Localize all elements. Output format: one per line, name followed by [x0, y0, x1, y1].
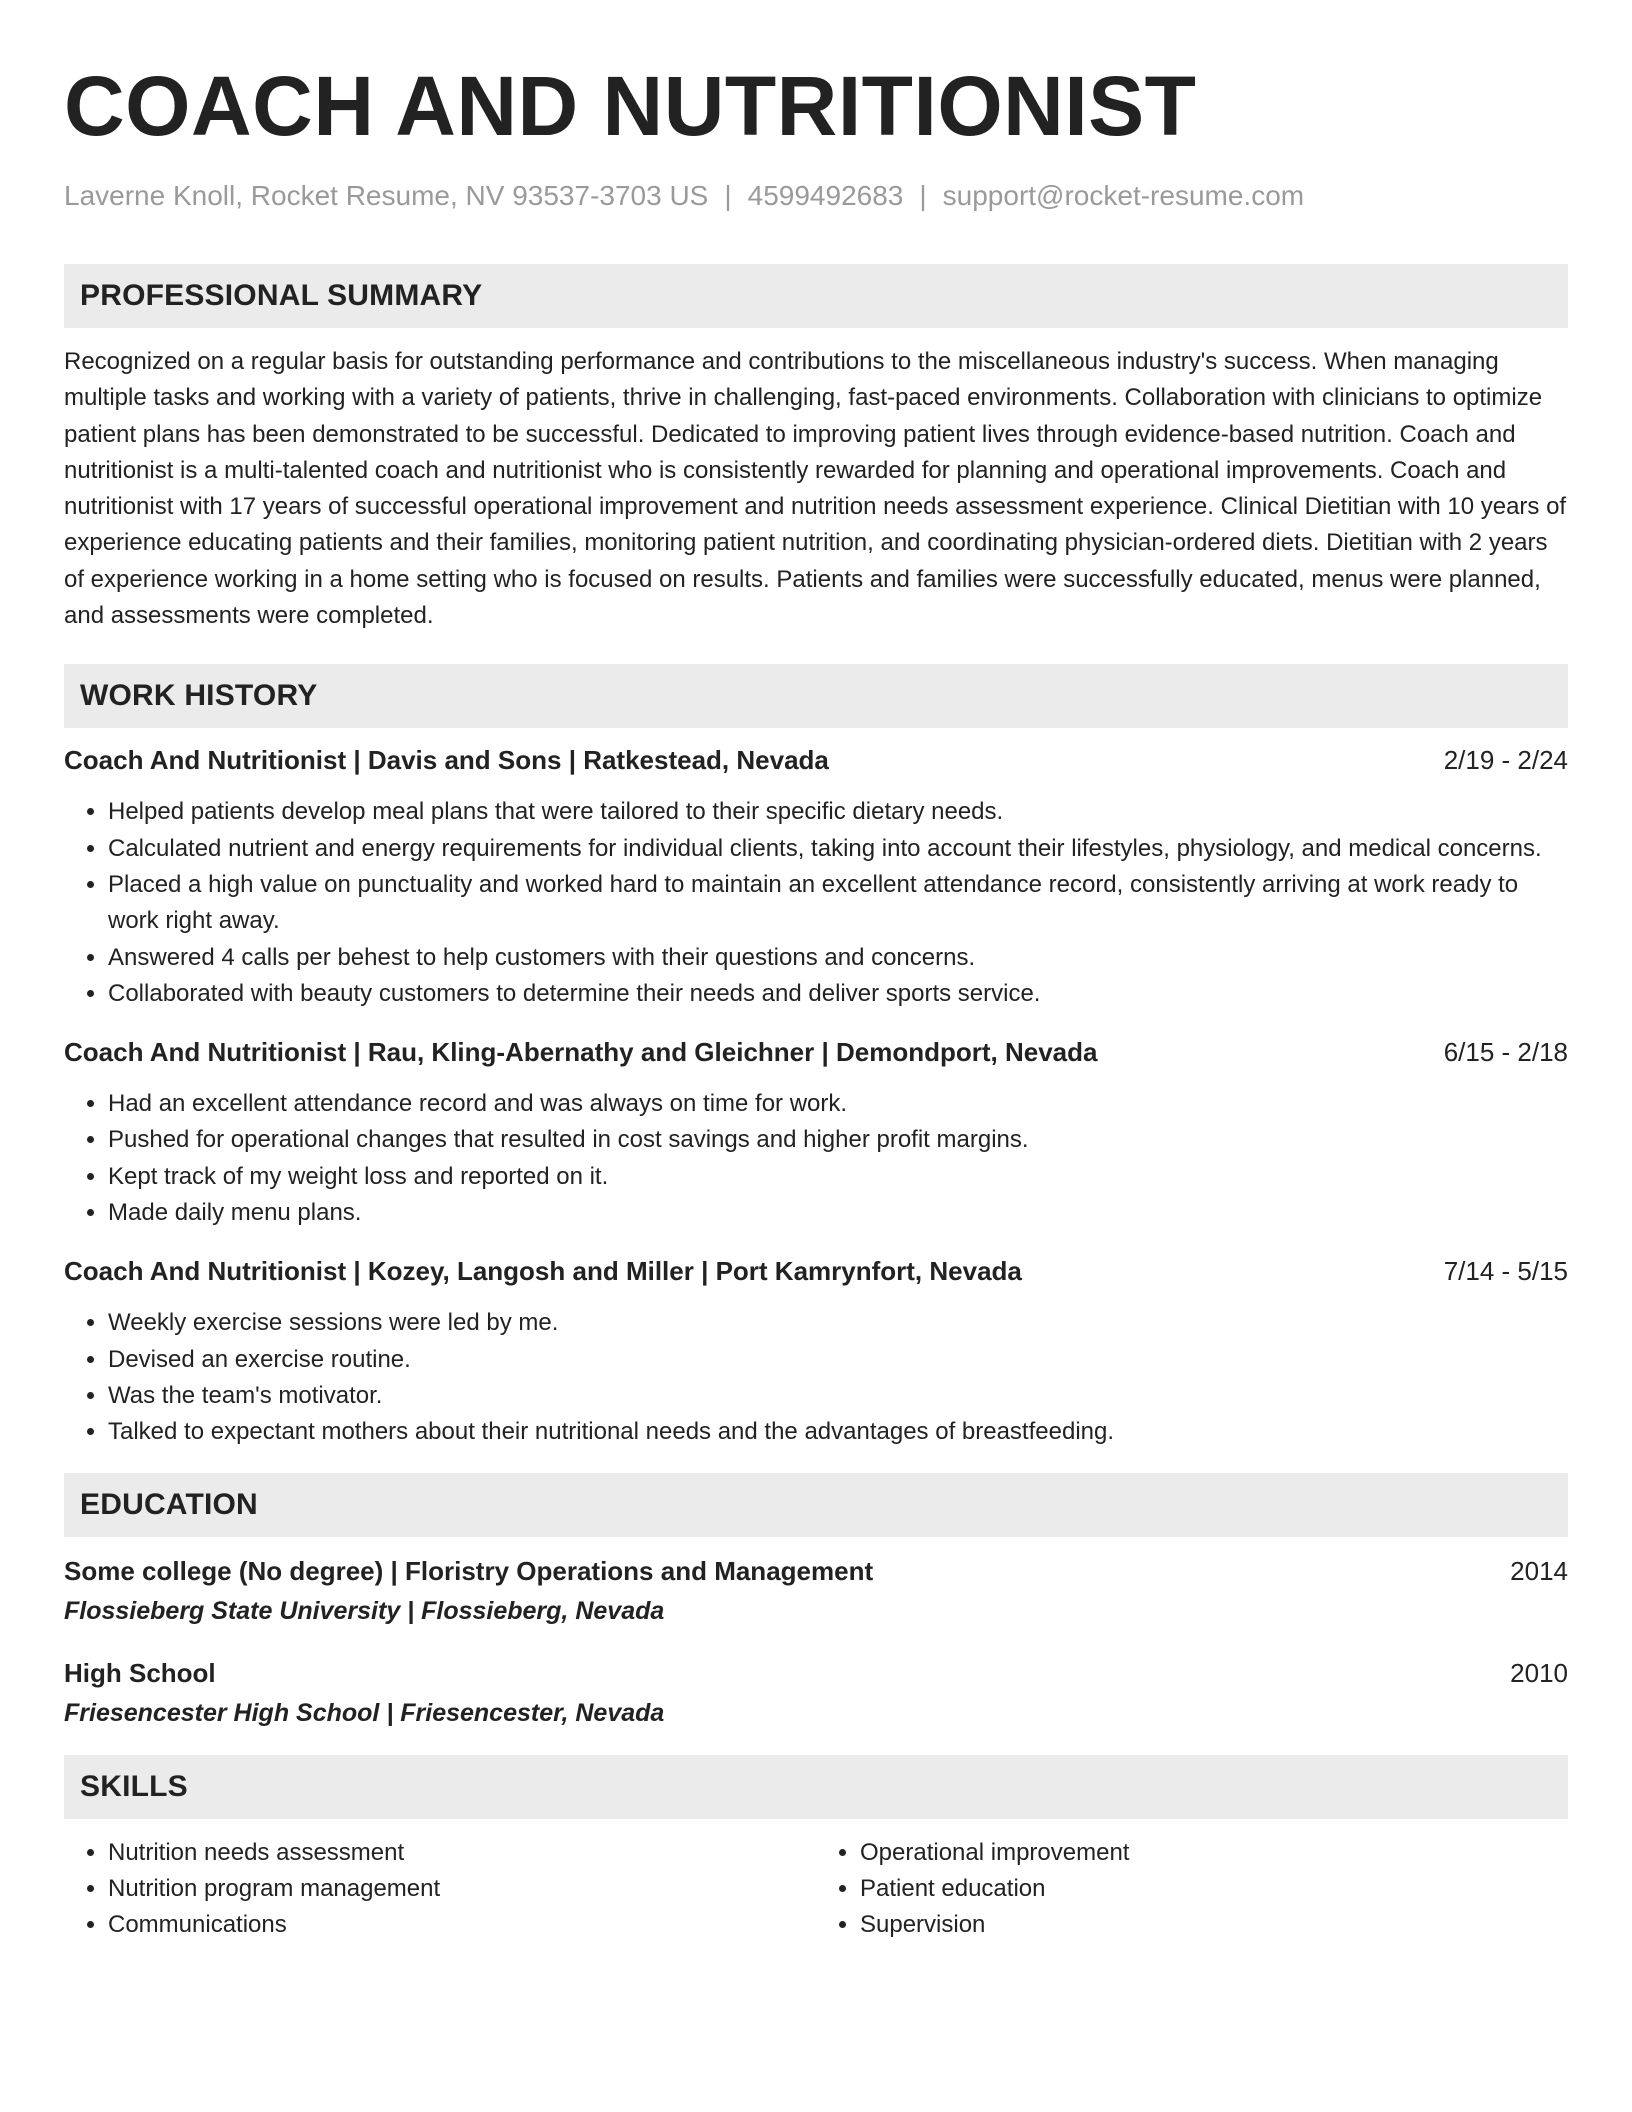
- section-header-education: EDUCATION: [64, 1473, 1568, 1537]
- education-year: 2010: [1510, 1657, 1568, 1688]
- job-bullet: • Weekly exercise sessions were led by me.: [108, 1305, 1568, 1341]
- job-bullet: • Was the team's motivator.: [108, 1378, 1568, 1414]
- job-bullets: [64, 794, 1568, 1012]
- education-degree: High School: [64, 1657, 216, 1688]
- section-header-summary: PROFESSIONAL SUMMARY: [64, 264, 1568, 328]
- contact-phone: 4599492683: [747, 180, 904, 211]
- skill-item: • Nutrition program management: [108, 1871, 816, 1907]
- job-title: Coach And Nutritionist | Davis and Sons | Ratkestead, Nevada: [64, 745, 829, 776]
- job-entry: [64, 1034, 1568, 1231]
- skill-item: • Communications: [108, 1907, 816, 1943]
- job-bullets: [64, 1086, 1568, 1231]
- contact-address: Laverne Knoll, Rocket Resume, NV 93537-3703 US: [64, 180, 709, 211]
- job-header: [64, 742, 1568, 778]
- job-dates: 2/19 - 2/24: [1443, 745, 1568, 776]
- section-header-work-history: WORK HISTORY: [64, 664, 1568, 728]
- skills-column-left: [64, 1835, 816, 1944]
- job-bullet: • Kept track of my weight loss and reported on it.: [108, 1159, 1568, 1195]
- education-header: [64, 1553, 1568, 1589]
- job-bullet: • Calculated nutrient and energy requirements for individual clients, taking into account their lifestyles, physiology, and medical concerns.: [108, 831, 1568, 867]
- contact-email: support@rocket-resume.com: [942, 180, 1305, 211]
- job-bullet: • Devised an exercise routine.: [108, 1342, 1568, 1378]
- education-school: Friesencester High School | Friesencester, Nevada: [64, 1698, 665, 1727]
- education-school: Flossieberg State University | Flossieberg, Nevada: [64, 1596, 665, 1625]
- job-bullet: • Collaborated with beauty customers to determine their needs and deliver sports service.: [108, 976, 1568, 1012]
- contact-separator: |: [919, 180, 927, 211]
- job-bullet: • Placed a high value on punctuality and worked hard to maintain an excellent attendance record, consistently arriving at work ready to work right away.: [108, 867, 1568, 940]
- education-entry: [64, 1553, 1568, 1629]
- job-bullet: • Helped patients develop meal plans that were tailored to their specific dietary needs.: [108, 794, 1568, 830]
- education-year: 2014: [1510, 1555, 1568, 1586]
- education-header: [64, 1655, 1568, 1691]
- job-bullet: • Answered 4 calls per behest to help customers with their questions and concerns.: [108, 940, 1568, 976]
- skill-item: • Operational improvement: [860, 1835, 1568, 1871]
- job-title: Coach And Nutritionist | Rau, Kling-Abernathy and Gleichner | Demondport, Nevada: [64, 1037, 1098, 1068]
- job-bullets: [64, 1305, 1568, 1450]
- contact-separator: |: [724, 180, 732, 211]
- job-dates: 7/14 - 5/15: [1443, 1256, 1568, 1287]
- skill-item: • Supervision: [860, 1907, 1568, 1943]
- skills-list: [64, 1835, 1568, 1944]
- job-bullet: • Pushed for operational changes that resulted in cost savings and higher profit margins.: [108, 1122, 1568, 1158]
- page-title: COACH AND NUTRITIONIST: [64, 59, 1197, 153]
- job-bullet: • Talked to expectant mothers about their nutritional needs and the advantages of breastfeeding.: [108, 1414, 1568, 1450]
- job-bullet: • Had an excellent attendance record and was always on time for work.: [108, 1086, 1568, 1122]
- section-header-skills: SKILLS: [64, 1755, 1568, 1819]
- contact-line: [64, 178, 1568, 214]
- skill-item: • Patient education: [860, 1871, 1568, 1907]
- job-header: [64, 1034, 1568, 1070]
- job-title: Coach And Nutritionist | Kozey, Langosh and Miller | Port Kamrynfort, Nevada: [64, 1256, 1022, 1287]
- job-header: [64, 1253, 1568, 1289]
- skill-item: • Nutrition needs assessment: [108, 1835, 816, 1871]
- education-entry: [64, 1655, 1568, 1731]
- job-entry: [64, 1253, 1568, 1450]
- job-entry: [64, 742, 1568, 1012]
- education-degree: Some college (No degree) | Floristry Operations and Management: [64, 1555, 874, 1586]
- job-dates: 6/15 - 2/18: [1443, 1037, 1568, 1068]
- skills-column-right: [816, 1835, 1568, 1944]
- job-bullet: • Made daily menu plans.: [108, 1195, 1568, 1231]
- summary-text: Recognized on a regular basis for outstanding performance and contributions to the miscellaneous industry's success. When managing multiple tasks and working with a variety of patients, thrive in challenging, fast-paced environments. Collaboration with clinicians to optimize patient plans has been demonstrated to be successful. Dedicated to improving patient lives through evidence-based nutrition. Coach and nutritionist is a multi-talented coach and nutritionist who is consistently rewarded for planning and operational improvements. Coach and nutritionist with 17 years of successful operational improvement and nutrition needs assessment experience. Clinical Dietitian with 10 years of experience educating patients and their families, monitoring patient nutrition, and coordinating physician-ordered diets. Dietitian with 2 years of experience working in a home setting who is focused on results. Patients and families were successfully educated, menus were planned, and assessments were completed.: [64, 348, 1567, 630]
